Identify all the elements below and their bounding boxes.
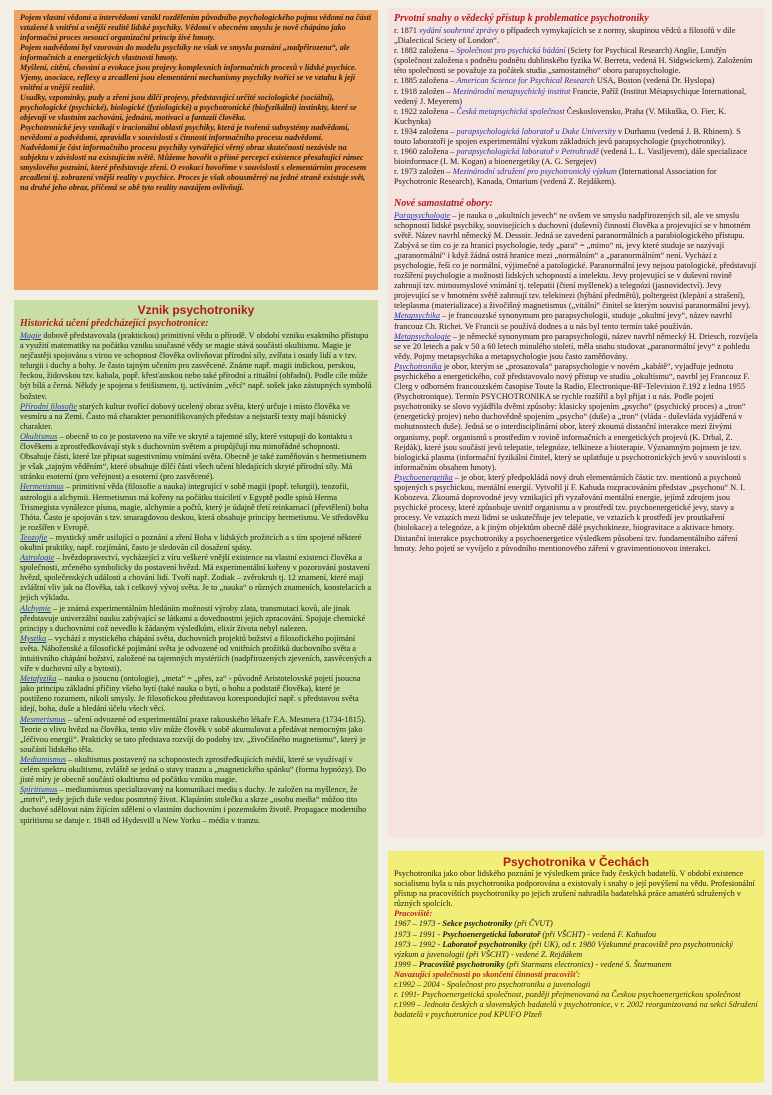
workplace-item bbox=[394, 930, 758, 940]
definition-item bbox=[20, 553, 372, 603]
history-item bbox=[394, 167, 758, 187]
history-item bbox=[394, 107, 758, 127]
history-detail: (International Association for Psychotronic Research), Kanada, Ontarium (vedená Z. Rejdákem). bbox=[394, 167, 717, 187]
history-item bbox=[394, 76, 758, 86]
term: Hermetismus bbox=[20, 482, 64, 492]
history-detail: (vedená L. L. Vasiljevem), dále specializace bioinformace (I. M. Kogan) a bioenergetiky (A. G. Sergejev) bbox=[394, 147, 748, 167]
workplace-name: Pracoviště psychotroniky bbox=[418, 959, 505, 969]
workplace-item bbox=[394, 940, 758, 960]
workplace-years: 1999 – bbox=[394, 959, 419, 969]
history-year: r. 1918 založen – bbox=[394, 86, 453, 96]
czech-title: Psychotronika v Čechách bbox=[502, 855, 650, 869]
term: Magie bbox=[20, 331, 42, 340]
field-item bbox=[394, 473, 758, 554]
definition: – vychází z mystického chápání světa, duchovních projektů božství a filosofického pojímání světa. Náboženské a filosofické pojímání světa je odvozené od vnitřních prožitků duchovního světa a intuitivního chápání božství, založené na tajemných mystériích (nadpřirozených zjeveních, zasvěcených a víře v duchovní síly a bytosti). bbox=[20, 633, 372, 674]
definition: – učení odvozené od experimentální praxe rakouského lékaře F.A. Mesmera (1734-1815). Teorie o vlivu hvězd na člověka, tento vliv může člověk v sobě akumulovat a předávat nemocným jako „léčivou energii“. Prakticky se tato představa rozvíjí do podoby tzv. „živočišného magnetismu“, který je součástí lidského těla. bbox=[20, 714, 366, 754]
history-item bbox=[394, 127, 758, 147]
workplace-years: 1967 – 1973 - bbox=[394, 919, 443, 929]
history-year: r. 1871 bbox=[394, 26, 420, 35]
history-name: vydání souhrnné zprávy bbox=[419, 26, 499, 35]
workplace-detail: (při UK), od r. 1980 Výzkumné pracoviště pro psychotronický výzkum a juvenologii (při VŠCHT) - vedené Z. Rejdákem bbox=[394, 939, 734, 959]
history-detail: Francie, Paříž (Institut Métapsychique International, vedený J. Meyerem) bbox=[394, 86, 747, 106]
history-detail: Československo, Praha (V. Mikuška, O. Fier, K. Kuchynka) bbox=[394, 106, 727, 126]
history-year: r. 1885 založena – bbox=[394, 76, 457, 86]
history-detail: v Durhamu (vedená J. B. Rhinem). S touto laboratoří je spojen experimentální výzkum základních jevů parapsychologie (psychotroniky). bbox=[394, 126, 741, 147]
definition-item bbox=[20, 533, 372, 553]
definition: – je francouzské synonymum pro parapsychologii, studuje „okultní jevy“, název navrhl francouz Ch. Richet. Ve Francii se používá dodnes a u nás byl tento termín také používán. bbox=[394, 311, 733, 331]
society-item: r. 1991- Psychoenergetická společnost, později přejmenovaná na Českou psychoenergetickou společnost bbox=[394, 990, 741, 1000]
definition-item bbox=[20, 482, 372, 532]
definition-item bbox=[20, 634, 372, 674]
history-name: Česká metapsychická společnost bbox=[456, 106, 565, 116]
definition: starých kultur tvořící dobový ucelený obraz světa, který určuje i místo člověka ve vesmíru a na Zemi. Často má charakter personifikovaných představ a nejstarší texty mají básnický charakter. bbox=[20, 401, 350, 431]
term: Teozofie bbox=[20, 532, 48, 542]
history-item bbox=[394, 147, 758, 167]
definition-item bbox=[20, 674, 372, 714]
new-fields-title: Nové samostatné obory: bbox=[394, 197, 493, 209]
paragraph: Myšlení, cítění, chování a evokace jsou projevy komplexních informačních procesů v lidské psychice. bbox=[20, 63, 357, 72]
definition: – je nauka o „okultních jevech“ ne ovšem ve smyslu nadpřirozených sil, ale ve smyslu schopností lidské psychiky, souvisejících s duchovní (duševní) činností člověka a projevující se v hmotném světě. Název navrhl německý M. Dessoir. Jedná se zavedení paranormálních a parabiologického přístupu. Zabývá se tím co je za hranicí psychologie, tedy „para“ = „mimo“ ni, jevy které studuje se nazývají „paranormální“ i když žádná ostrá hranice mezi „normálním“ a „paranormálním“ není. Vychází z psychologie, řeší co je normální, výjimečné a patologické. Paranormální jevy nejsou patologické, představují rozšíření psychologie a možnosti lidských schopností a intelektu. Jevy projevující se v duševní rovině zahrnují tzv. mimosmyslové vnímání tj. telepatii (čtení myšlenek) a telegnózi (jasnovidectví). Jevy projevující se v hmotném světě zahrnují tzv. telekinezi (hýbání předmětů), poltergeist (klepání a strašení), teleplasma (materializace) a živočišný magnetismus („vitální“ činitel se kterým souvisí paranormální jevy). bbox=[394, 210, 757, 311]
paragraph: Pojem vlastní vědomí a intervědomí vznikl rozdělením původního psychologického pojmu vědomí na části vztažené k vnitřní a vnější realitě lidské psychiky. Vědomí v obecném smyslu je nově chápáno jako informační proces nesoucí organizační princip živé hmoty. bbox=[20, 13, 372, 42]
field-item bbox=[394, 332, 758, 362]
term: Psychotronika bbox=[394, 361, 442, 371]
workplace-name: Sekce psychotroniky bbox=[442, 919, 513, 929]
history-name: Společnost pro psychická bádání bbox=[456, 46, 566, 56]
history-item bbox=[394, 87, 758, 107]
box-scientific-approach bbox=[388, 8, 764, 838]
field-item bbox=[394, 362, 758, 473]
history-title: Prvotní snahy o vědecký přístup k problematice psychotroniky bbox=[394, 13, 649, 24]
fields-list bbox=[394, 211, 758, 554]
definition: – je obor, který předpokládá nový druh elementárních částic tzv. mentionů a psychonů spojených s psychickou, mentální energií. Vytvořil jí F. Kahuda rozpracováním představ „psychonu“ N. I. Kobozeva. Zkoumá doprovodné jevy vznikající při vyzařování mentální energie, jejímž zdrojem jsou psychické procesy, které způsobuje uvnitř organismu a v prostředí tzv. psychoenergetické jevy, stavy a procesy. Ve vztazích mezi lidmi se uskutečňuje jev telepatie, ve vztazích k prostředí jev proutkaření (biolokace) a telegnóze, a k jiným objektům obecně dálé psychokineze, biogravitace a aktivace hmoty. Distanční interakce psychotroniky a psychoenergetice výsledkem působení tzv. fundamentálního záření hmoty. Jeho pojetí se vyvíjelo z původního mentionového záření v gravimentionovou interakci. bbox=[394, 472, 746, 553]
term: Mystika bbox=[20, 633, 47, 643]
field-item bbox=[394, 311, 758, 331]
definition: – obecně to co je postaveno na víře ve skryté a tajemné síly, které vstupují do kontaktu s člověkem a zprostředkovávají styk s duchovním světem a propůjčují mu mimořádné schopnosti. Obsahuje části, které lze připsat sugestivnímu vnímání světa. Obecně je také zaměňován s hermetismem je však „tajným věděním“, které obsahuje dílčí části všech učení hledajících skryté přírodní síly. Má stránku esoterní (pro veřejnost) a esoterní (pro zasvěcené). bbox=[20, 431, 367, 482]
term: Alchymie bbox=[20, 603, 51, 613]
definition: – primitivní věda (filosofie a nauka) integrující v sobě magii (popř. telurgii), teozofii, astrologii a alchymii. Hermetismus má kořeny na počátku tisíciletí v Egyptě podle spisů Herma Trismegista vynálezce písma, magie, alchymie a počtů, který je údajně třetí reinkarnací (převtělení) boha Thóta. Často je spojován s tzv. smaragdovou deskou, která obsahuje principy hermetismu. Ve středověku je rozšířen v Evropě. bbox=[20, 482, 369, 532]
workplace-name: Psychoenergetická laboratoř bbox=[442, 929, 541, 939]
box-origins bbox=[14, 300, 378, 1081]
term: Astrologie bbox=[20, 553, 55, 563]
history-name: parapsychologická laboratoř u Duke University bbox=[456, 126, 616, 136]
field-item bbox=[394, 211, 758, 312]
term: Mediumismus bbox=[20, 754, 67, 764]
paragraph: Nadvědomí je část informačního procesu psychiky vytvářející věrný obraz skutečnosti nezávisle na subjektu v závislosti na existujícím světě. Můžeme hovořit o přímé percepci existence přesahující rámec smyslového poznání, které představuje zření. O evokaci hovoříme v souvislosti s elementárním procesem zrcadlení tj. zobrazení vnější reality v psychice. Proces je však obousměrný na jedné straně existuje svět, na druhé jeho obraz, přičemž se obě tyto reality navzájem ovlivňují. bbox=[20, 143, 367, 192]
box-consciousness bbox=[14, 10, 378, 290]
magic-paragraph bbox=[20, 331, 372, 402]
definition: – mystický směr usilující o poznání a zření Boha v lidských prožitcích a s tím spojené některé okultní praktiky, např. rozjímání, často je sledován cíl dosažení spásy. bbox=[20, 532, 362, 552]
consciousness-text bbox=[20, 13, 372, 193]
societies-title: Navazující společnosti po skončení činnosti pracovišť: bbox=[394, 969, 581, 979]
definition: – okultismus postavený na schopnostech zprostředkujících médií, které se využívají v celém spektru okultismu, zvláště se jedná o stavy tranzu a „magnetického spánku“ (forma hypnózy). Do jisté míry je obecně součástí okultismu od počátku vzniku magie. bbox=[20, 754, 367, 785]
workplace-detail: (při Starmans electronics) - vedené S. Šturmanem bbox=[504, 959, 672, 969]
workplace-item bbox=[394, 919, 758, 929]
definition: – je známá experimentálním hledáním možností výroby zlata, transmutaci kovů, ale jinak představuje univerzální nauku zabývající se látkami a dovednostmi jejich zpracování. Spojuje chemické principy s duchovními což nevedlo k žádaným výsledkům, elixír života nebyl nalezen. bbox=[20, 603, 366, 633]
history-list bbox=[394, 26, 758, 188]
history-detail: (Sciety for Psychical Research) Anglie, Londýn (společnost založena s podnětu podnětu dublinského fyzika W. Berreta, vedená H. Sidgwickem). Založením této společnosti se považuje za počátek studia „samostatného“ oboru parapsychologie. bbox=[394, 46, 753, 76]
definition: – hvězdopravectví, vycházející z víru veškeré vnější existence na vlastní existenci člověka a společnosti, zrčeného symbolicky do postavení hvězd. Má experimentální kořeny v pozorování postavení hvězd, společenských událostí a chování lidí. Tvoří např. Zodiak – zvěrokruh tj. 12 znamení, které mají zvláštní vliv jak na člověka, tak i celkový vývoj světa. Je to „nauka“ o různých znameních, konstelacích a jejich výkladu. bbox=[20, 553, 372, 603]
origins-subtitle: Historická učení předcházející psychotronice: bbox=[20, 318, 209, 329]
workplace-detail: (při VŠCHT) - vedená F. Kahudou bbox=[540, 929, 657, 939]
definition-item bbox=[20, 604, 372, 634]
origins-text bbox=[20, 331, 372, 826]
definition: je obor, kterým se „prosazovala“ parapsychologie v novém „kabátě“, vyjadřuje jednotu psychického a energetického, což představovalo nový přístup ve studiu „okultismu“, navrhl jej Francouz F. Clerg v odborném francouzském časopise Toute la Radio, Electronique-BF-Television č.192 z ledna 1955 (Psychotronique). Termín PSYCHOTRONIKA se rychle rozšířil a byl přijat i u nás. Podle pojetí psychotroniky se slovo vyjádřila dvěmi způsoby: klasicky spojením „psycho“ (psychický proces) a „tron“ (energetický projev) nebo duchovědně spojením „psycho“ (duše) a „tron“ (vláda - duševláda vyjádřená v mohutnostech duše). Jedná se o interdisciplinární obor, který zkoumá distanční interakce mezi živými organismy, popř. organismů s prostředím v rovině informačních a energetických projevů (K. Drbal, Z. Rejdák), které jsou součástí jevů telepatie, telegnóze, telkineze a bioterapie. Významným pojmem je tzv. biologická plasma (informační fyzikální činitel, který se uplatňuje u psychotronických jevů v souvislosti s informačním obsahem hmoty). bbox=[394, 361, 750, 472]
paragraph: Pojem nadvědomí byl vzorován do modelu psychiky ne však ve smyslu poznání „nadpřirozena“, ale informačních a energetických vlastností hmoty. bbox=[20, 43, 350, 62]
term: Psychoenergetika bbox=[394, 472, 453, 482]
definition-item bbox=[20, 785, 372, 825]
workplace-years: 1973 – 1991 - bbox=[394, 929, 443, 939]
workplace-years: 1973 – 1992 - bbox=[394, 939, 443, 949]
term: Metafyzika bbox=[20, 674, 57, 684]
history-year: r. 1882 založena – bbox=[394, 46, 457, 56]
definition-item bbox=[20, 432, 372, 482]
definition-item bbox=[20, 402, 372, 432]
history-detail: USA, Boston (vedená Dr. Hyslopa) bbox=[594, 76, 715, 86]
history-item bbox=[394, 46, 758, 76]
society-item: r.1999 – Jednota českých a slovenských badatelů v psychotronice, v r. 2002 reorganizovaná na sekci Sdružení badatelů v psychotronice pod KPUFO Plzeň bbox=[394, 1000, 758, 1020]
history-name: parapsychologická laboratoř v Petrohradě bbox=[456, 147, 599, 157]
paragraph: Usudky, vzpomínky, pudy a zření jsou dílčí projevy, představující určité sociologické (sociální), psychologické (psychické), biologické (fyziologické) a psychotronické (biofyzikální) instinkty, které se objevují ve vlastním zachování, jednání, motivaci a fantazii člověka. bbox=[20, 93, 357, 122]
workplace-detail: (při ČVUT) bbox=[512, 919, 553, 929]
definition: dobově představovala (praktickou) primitivní vědu o přírodě. V období vzniku exaktního přístupu a využití matematiky na počátku vzniku současné vědy se magie stává součástí okultismu. Magie je nejčastěji spojována s virou ve schopnost člověka ovlivňovat přírodní síly, zvířata i osudy lidí a v tzv. telurgii i duchy a bohy. Je často tajným učením pro zasvěcené. Známe např. magii indickou, perskou, řeckou, židovskou tzv. kabala, popř. křesťanskou nebo také přírodní a rituální (obřadní). Podle cíle může být bílá a černá. Někdy je spojena s fetišismem, tj. uctíváním „věcí“ např. sošek jako zástupných symbolů božstev. bbox=[20, 331, 372, 401]
definition: – je německé synonymum pro parapsychologii, název navrhl německý H. Driesch, rozvíjela se ve 20 letech a pak v 50 a 60 letech minulého století, měla snahu studovat „paranormální jevy“ z pohledu vědy. Pojmy metapsychika a metapsychologie jsou často zaměňovány. bbox=[394, 331, 758, 361]
workplaces-title: Pracoviště: bbox=[394, 909, 433, 919]
term: Okultismus bbox=[20, 431, 58, 441]
history-year: r. 1973 založen – bbox=[394, 167, 453, 177]
workplace-item bbox=[394, 960, 758, 970]
history-name: Mezinárodní metapsychický institut bbox=[452, 86, 571, 96]
history-name: American Science for Psychical Research bbox=[456, 76, 595, 86]
term: Mesmerismus bbox=[20, 714, 66, 724]
society-item: r.1992 – 2004 - Společnost pro psychotroniku a juvenologii bbox=[394, 980, 591, 990]
definition-item bbox=[20, 715, 372, 755]
box-czech-psychotronics bbox=[388, 851, 764, 1083]
history-year: r. 1960 založena – bbox=[394, 147, 457, 157]
czech-intro: Psychotronika jako obor lidského poznání je výsledkem práce řady českých badatelů. V období existence socialismu byla u nás psychotronika podporována a existovaly i snahy o její povýšení na vědu. Profesionální přístup na pracovištích psychotroniky po jejich zrušení nahradila badatelská práce amatérů sdružených v různých spolcích. bbox=[394, 869, 755, 909]
term: Přírodní filosofie bbox=[20, 401, 78, 411]
history-year: r. 1934 založena – bbox=[394, 126, 457, 136]
term: Parapsychologie bbox=[394, 210, 451, 220]
workplace-name: Laboratoř psychotroniky bbox=[442, 939, 527, 949]
history-name: Mezinárodní sdružení pro psychotronický výzkum bbox=[452, 167, 617, 177]
paragraph: Psychotronické jevy vznikají v iracionální oblasti psychiky, která je tvořená subsystémy nadvědomí, nevědomí a podvědomí, zpravidla v souvislosti s činností informačního procesu nadvědomí. bbox=[20, 123, 350, 142]
definition: – mediumismus specializovaný na komunikaci media s duchy. Je založen na myšlence, že „mrtví“, tedy jejich duše vedou posmrtný život. Klapáním stolečku a skrze „osobu media“ můžou tito duchové sdělovat nám žijícím sdělení o vlastním duchovním i pozemském životě. Propagace moderního spiritismu se datuje r. 1848 od Hydesvill u New Yorku – média v tranzu. bbox=[20, 785, 367, 825]
paragraph: Vjemy, asociace, reflexy a zrcadlení jsou elementární mechanismy psychiky tvořící se ve vztahu k její vnitřní a vnější realitě. bbox=[20, 73, 356, 92]
czech-text bbox=[394, 869, 758, 1020]
definition: – nauka o jsoucnu (ontologie), „meta“ = „přes, za“ - původně Aristotelovské pojetí jsoucna jako principu základní příčiny všeho bytí (také nauka o bytí, o bohu a podstatě člověka), které je postiženo rozumem, nikoli smysly. Je filosofickou představou korespondující např. s představou světa idejí, boha, duše a hledání účelu všech věcí. bbox=[20, 674, 361, 714]
history-year: r. 1922 založena – bbox=[394, 106, 457, 116]
history-detail: o případech vymykajících se z normy, skupinou vědců a filosofů v díle „Dialectical Sciety of London“. bbox=[394, 26, 736, 46]
history-item bbox=[394, 26, 758, 46]
term: Spiritismus bbox=[20, 785, 58, 795]
origins-title: Vznik psychotroniky bbox=[137, 303, 255, 317]
term: Metapsychika bbox=[394, 311, 441, 321]
term: Metapsychologie bbox=[394, 331, 451, 341]
definition-item bbox=[20, 755, 372, 785]
